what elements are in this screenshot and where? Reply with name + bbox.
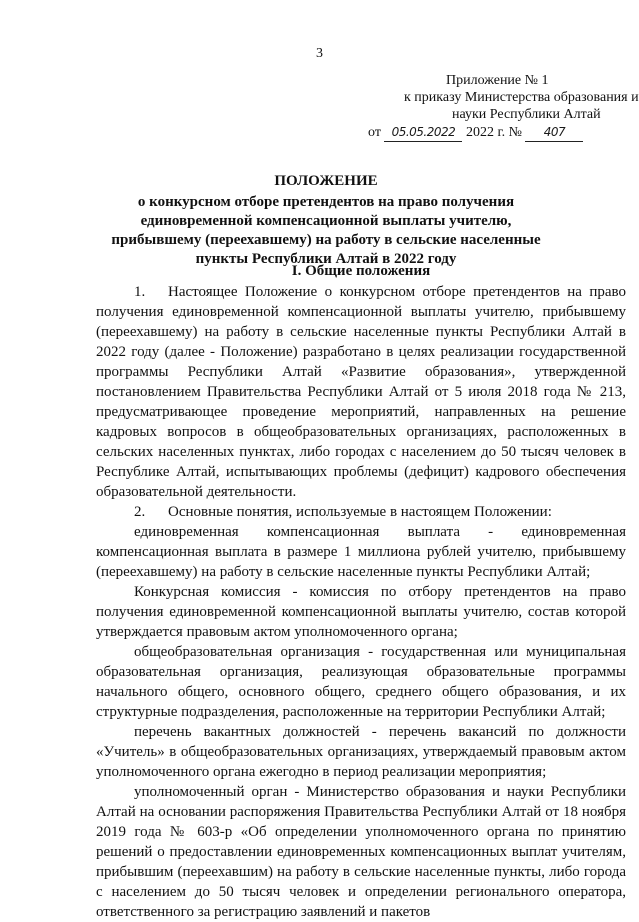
handwritten-date: 05.05.2022: [384, 124, 462, 142]
date-prefix: от: [368, 125, 381, 140]
definition-3: общеобразовательная организация - государственная или муниципальная образовательная организация, реализующая образовательные программы начального общего, основного общего, среднего общего образования, и их структурные подразделения, расположенные на территории Республики Алтай;: [96, 644, 626, 720]
document-title: [96, 172, 556, 269]
paragraph-2-text: Основные понятия, используемые в настоящем Положении:: [168, 504, 552, 520]
appendix-line-3: науки Республики Алтай: [452, 107, 601, 122]
handwritten-number: 407: [525, 124, 583, 142]
title-main: ПОЛОЖЕНИЕ: [274, 173, 378, 189]
year-and-number-label: 2022 г. №: [465, 125, 522, 140]
appendix-line-1: Приложение № 1: [446, 73, 549, 88]
section-heading: I. Общие положения: [291, 263, 431, 279]
paragraph-2-number: 2.: [134, 504, 146, 520]
document-body: [96, 261, 626, 922]
definition-5: уполномоченный орган - Министерство образования и науки Республики Алтай на основании распоряжения Правительства Республики Алтай от 18 ноября 2019 года № 603-р «Об определении уполномоченного органа по принятию решений о предоставлении единовременных компенсационных выплат учителям, прибывшим (переехавшим) на работу в сельские населенные пункты, либо города с населением до 50 тысяч человек и определении регионального оператора, ответственного за регистрацию заявлений и пакетов: [96, 784, 626, 920]
appendix-date-line: [368, 124, 628, 142]
appendix-line-2: к приказу Министерства образования и: [404, 90, 639, 105]
definition-2: Конкурсная комиссия - комиссия по отбору претендентов на право получения единовременной компенсационной выплаты учителю, состав которой утверждается правовым актом уполномоченного органа;: [96, 584, 626, 640]
paragraph-1: [96, 282, 626, 502]
paragraph-2: [96, 502, 626, 522]
definition-1: единовременная компенсационная выплата - единовременная компенсационная выплата в размере 1 миллиона рублей учителю, прибывшему (переехавшему) на работу в сельские населенные пункты Республики Алтай;: [96, 524, 626, 580]
definition-4: перечень вакантных должностей - перечень вакансий по должности «Учитель» в общеобразовательных организациях, утверждаемый правовым актом уполномоченного органа ежегодно в период реализации мероприятия;: [96, 724, 626, 780]
paragraph-1-number: 1.: [134, 284, 146, 300]
paragraph-1-text: Настоящее Положение о конкурсном отборе претендентов на право получения единовременной компенсационной выплаты учителю, прибывшему (переехавшему) на работу в сельские населенные пункты Республики Алтай в 2022 году (далее - Положение) разработано в целях реализации государственной программы Республики Алтай «Развитие образования», утвержденной постановлением Правительства Республики Алтай от 5 июля 2018 года № 213, предусматривающее проведение мероприятий, направленных на решение кадровых вопросов в общеобразовательных организациях, расположенных в сельских населенных пунктах, либо городах с населением до 50 тысяч человек в Республике Алтай, испытывающих проблемы (дефицит) кадрового обеспечения образовательной деятельности.: [96, 284, 626, 500]
title-subtitle: о конкурсном отборе претендентов на право получения единовременной компенсационной выплаты учителю, прибывшему (переехавшему) на работу в сельские населенные пункты Республики Алтай в 2022 году: [111, 194, 541, 267]
page-number: 3: [316, 46, 323, 61]
appendix-header: [368, 72, 639, 142]
